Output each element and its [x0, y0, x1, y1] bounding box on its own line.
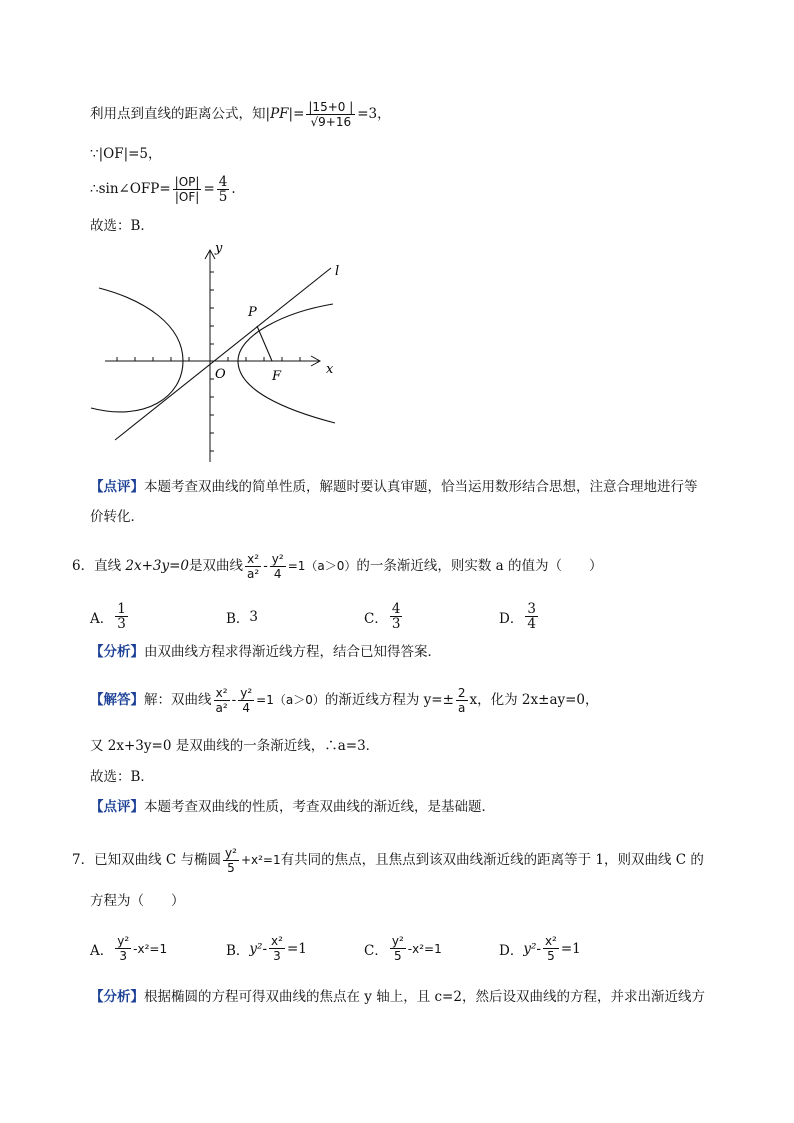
q6-comment: 【点评】本题考查双曲线的性质，考查双曲线的渐近线，是基础题． [90, 799, 495, 815]
sol5-line3: ∴sin∠OFP= $\frac{|OP|}{|OF|}$ = $\frac{4}{5}$ . [90, 174, 236, 205]
label-y: y [215, 241, 223, 256]
sol5-line1: 利用点到直线的距离公式，知|PF|= $\frac{|15+0 |}{√9+16}$ =3， [90, 100, 391, 129]
hyperbola-figure [85, 240, 355, 470]
q7-stem: 7．已知双曲线 C 与椭圆 $\frac{\text{y²}}{5}$ +x²=1有共同的焦点，且焦点到该双曲线渐近线的距离等于 1，则双曲线 C 的 [72, 846, 704, 875]
q6-answer-line2: 又 2x+3y=0 是双曲线的一条渐近线，∴a=3． [90, 738, 380, 754]
q6-option-a[interactable]: A． $\frac{1}{3}$ [90, 601, 126, 632]
label-x: x [326, 362, 334, 377]
label-l: l [335, 264, 340, 279]
label-O: O [215, 367, 226, 382]
q6-option-b[interactable]: B． 3 [226, 608, 259, 627]
q7-analysis: 【分析】根据椭圆的方程可得双曲线的焦点在 y 轴上，且 c=2，然后设双曲线的方程，并求出渐近线方 [90, 989, 705, 1005]
comment5-line2: 价转化． [90, 509, 144, 525]
q6-options [90, 602, 710, 631]
q6-answer-line3: 故选：B． [90, 769, 154, 785]
q7-option-c[interactable]: C． $\frac{\text{y²}}{5}$ -x²=1 [364, 934, 442, 963]
q6-option-c[interactable]: C． $\frac{4}{3}$ [364, 601, 401, 632]
comment5-line1: 【点评】本题考查双曲线的简单性质，解题时要认真审题，恰当运用数形结合思想，注意合理地进行等 [90, 479, 698, 495]
sol5-line2: ∵|OF|=5， [90, 146, 162, 162]
q7-options [90, 934, 710, 963]
q7-option-b[interactable]: B． y²- $\frac{\text{x²}}{3}$ =1 [226, 934, 307, 963]
q7-stem-line2: 方程为（ ） [90, 893, 185, 909]
q7-option-a[interactable]: A． $\frac{\text{y²}}{3}$ -x²=1 [90, 934, 168, 963]
q6-option-d[interactable]: D． $\frac{3}{4}$ [499, 601, 536, 632]
label-P: P [248, 305, 257, 320]
q7-option-d[interactable]: D． y²- $\frac{\text{x²}}{5}$ =1 [499, 934, 581, 963]
sol5-line4: 故选：B． [90, 218, 154, 234]
q6-stem: 6．直线 2x+3y=0是双曲线 $\frac{\text{x²}}{\text{a²}}$ - $\frac{\text{y²}}{4}$ =1（a＞0）的一条渐近线，则实数 a 的值为（ ） [72, 552, 603, 581]
q6-answer-line1: 【解答】解：双曲线 $\frac{\text{x²}}{\text{a²}}$ - $\frac{\text{y²}}{4}$ =1（a＞0）的渐近线方程为 y=± $\frac{2}{a}$ x，化为 2x±ay=0， [90, 686, 599, 715]
label-F: F [272, 369, 282, 384]
q6-analysis: 【分析】由双曲线方程求得渐近线方程，结合已知得答案． [90, 644, 441, 660]
